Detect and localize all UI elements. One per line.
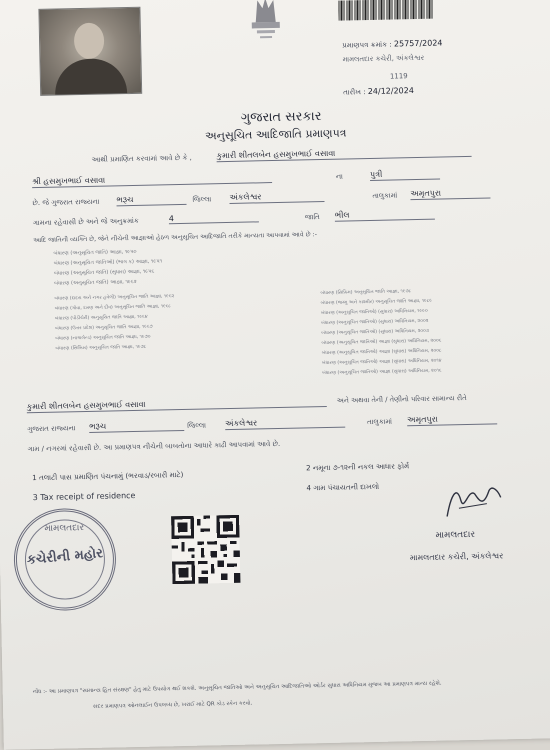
barcode bbox=[338, 0, 433, 21]
district-label: જિલ્લા bbox=[192, 195, 212, 204]
orders-intro-line: બંધારણ (અનુસૂચિત જાતિઓ) (ભાગ ક) આજ્ઞા, ૧૯૫૧ bbox=[53, 258, 163, 267]
order-item: બંધારણ (અનુસૂચિત જાતિઓ) આજ્ઞા (સુધારા) અધિનિયમ, ૨૦૦૮ bbox=[321, 348, 442, 357]
signatory-title: મામલતદાર bbox=[435, 529, 476, 541]
signature-scribble bbox=[438, 477, 509, 523]
residence-taluka-label: તાલુકામાં bbox=[367, 417, 393, 427]
residence-taluka: અંકલેશ્વર bbox=[225, 417, 345, 431]
order-item: બંધારણ (પોંડીચેરી) અનુસૂચિત જાતિ આજ્ઞા, ૧૯૬૪ bbox=[54, 314, 148, 322]
order-item: બંધારણ (દાદરા અને નગર હવેલી) અનુસૂચિત જાતિ આજ્ઞા, ૧૯૬૨ bbox=[54, 294, 175, 302]
taluka-label: તાલુકામાં bbox=[372, 191, 398, 200]
order-item: બંધારણ (સિક્કિમ) અનુસૂચિત જાતિ આજ્ઞા, ૧૯૭૮ bbox=[55, 344, 147, 352]
order-item: બંધારણ (નાગાલેન્ડ) અનુસૂચિત જાતિ આજ્ઞા, ૧૯૭૦ bbox=[55, 334, 151, 342]
intro-text: આથી પ્રમાણિત કરવામાં આવે છે કે , bbox=[91, 153, 192, 164]
taluka-value: અંકલેશ્વર bbox=[229, 191, 324, 204]
orders-intro-line: બંધારણ (અનુસૂચિત જાતિ) આજ્ઞા, ૧૯૬૨ bbox=[54, 278, 137, 287]
residence-district-label: જિલ્લા bbox=[187, 421, 207, 430]
seal-top-text: મામલતદાર bbox=[44, 523, 85, 534]
office-seal bbox=[13, 507, 117, 611]
order-item: બંધારણ (અનુસૂચિત જાતિઓ) (સુધારા) અધિનિયમ, ૨૦૦૩ bbox=[321, 328, 430, 337]
order-item: બંધારણ (અનુસૂચિત જાતિઓ) આજ્ઞા (સુધારા) અધિનિયમ, ૨૦૧૬ bbox=[322, 368, 442, 377]
qr-code bbox=[171, 515, 240, 584]
district-value: ભરૂચ bbox=[116, 194, 186, 206]
document-item: 1 તલાટી પાસ પ્રમાણિત પંચનામું (ભરવાડ/રબારી માટે) bbox=[32, 469, 184, 483]
document-item: 4 ગામ પંચાયતની દાખલો bbox=[306, 481, 380, 493]
cert-no-row bbox=[342, 38, 442, 50]
order-item: બંધારણ (અનુસૂચિત જાતિઓ) (સુધારા) અધિનિયમ, ૨૦૦૨ bbox=[321, 318, 429, 327]
national-emblem-icon bbox=[242, 0, 289, 47]
document-item: 2 નમૂના ૭-૧૨ની નકલ આધાર ફોર્મ bbox=[305, 461, 410, 473]
father-name: શ્રી હસમુખભાઈ વસાવા bbox=[32, 172, 272, 188]
residence-village: અમૃતપુરા bbox=[407, 413, 497, 426]
orders-right-list bbox=[320, 285, 522, 379]
state-label: ગુજરાત રાજ્યના bbox=[27, 424, 76, 434]
village-value: અમૃતપુરા bbox=[410, 187, 490, 200]
applicant-name: કુમારી શીતલબેન હસમુખભાઈ વસાવા bbox=[216, 146, 471, 162]
relation-label: ના bbox=[335, 172, 344, 181]
basis-text: ગામ / નગરમાં રહેવાસી છે. આ પ્રમાણપત્ર નીચેની બાબતોના આધારે કાઢી આપવામાં આવે છે. bbox=[27, 439, 281, 454]
serial-no: 4 bbox=[169, 212, 259, 224]
order-item: બંધારણ (અનુસૂચિત જાતિઓ) આજ્ઞા (સુધારા) અધિનિયમ, ૨૦૦૬ bbox=[321, 338, 442, 347]
signatory-office: મામલતદાર કચેરી, અંકલેશ્વર bbox=[409, 551, 504, 563]
recognized-text: આદિ જાતિની વ્યક્તિ છે, જેને નીચેની આજ્ઞાઓ હેઠળ અનુસૂચિત આદિજાતિ તરીકે માન્યતા આપવામાં આવે છે :- bbox=[33, 231, 318, 245]
village-suffix: ગામના રહેવાસી છે અને જે અનુક્રમાંક bbox=[32, 216, 139, 228]
seal-main-text: કચેરીની મહોર bbox=[26, 546, 104, 568]
order-item: બંધારણ (ગોવા, દમણ અને દીવ) અનુસૂચિત જાતિ આજ્ઞા, ૧૯૬૮ bbox=[54, 304, 171, 312]
government-title: ગુજરાત સરકાર bbox=[240, 109, 322, 126]
order-item: બંધારણ (સિક્કિમ) અનુસૂચિત જાતિ આજ્ઞા, ૧૯૭૮ bbox=[320, 289, 412, 297]
office-line: મામલતદાર કચેરી, અંકલેશ્વર bbox=[342, 53, 425, 64]
serial: 1119 bbox=[389, 72, 408, 81]
cert-no: 25757/2024 bbox=[393, 38, 443, 49]
document-item: 3 Tax receipt of residence bbox=[32, 490, 136, 503]
resident-label: છે. જે ગુજરાત રાજ્યના bbox=[32, 197, 100, 208]
relation: પુત્રી bbox=[370, 169, 440, 181]
tribe-label: જાતિ bbox=[304, 213, 320, 222]
orders-intro-line: બંધારણ (અનુસૂચિત જાતિ) આજ્ઞા, ૧૯૫૦ bbox=[53, 248, 137, 257]
date-label: તારીખ : bbox=[343, 88, 366, 97]
residence-name: કુમારી શીતલબેન હસમુખભાઈ વસાવા bbox=[27, 396, 327, 413]
and-family-text: અને અથવા તેની / તેણીનો પરિવાર સામાન્ય રીતે bbox=[336, 394, 467, 405]
applicant-photo bbox=[38, 7, 142, 96]
orders-intro-line: બંધારણ (અનુસૂચિત જાતિ) (સુધારા) આજ્ઞા, ૧૯૫૬ bbox=[53, 268, 155, 277]
cert-no-label: પ્રમાણપત્ર ક્રમાંક : bbox=[342, 40, 392, 50]
footer-note-1: નોંધ :- આ પ્રમાણપત્ર "સામાન્ય હિત સંરક્ષણ" હેતુ માટે ઉપયોગ થઈ શકશે. અનુસૂચિત જાતિઓ અને અનુસૂચિત આદિજાતિઓ ઓર્ડર સુધારા અધિનિયમ મુજબ આ પ્રમાણપત્ર માન્ય રહેશે. bbox=[32, 680, 442, 696]
order-item: બંધારણ (અનુસૂચિત જાતિઓ) આજ્ઞા (સુધારા) અધિનિયમ, ૨૦૧૪ bbox=[321, 358, 442, 367]
tribe-value: ભીલ bbox=[335, 209, 435, 222]
orders-left-list bbox=[54, 290, 285, 355]
certificate-title: અનુસૂચિત આદિજાતિ પ્રમાણપત્ર bbox=[204, 126, 347, 143]
residence-district: ભરૂચ bbox=[89, 420, 184, 433]
date-row bbox=[343, 86, 414, 97]
order-item: બંધારણ (અનુસૂચિત જાતિઓ) (સુધારા) અધિનિયમ, ૧૯૯૦ bbox=[320, 308, 428, 317]
order-item: બંધારણ (જમ્મુ અને કાશ્મીર) અનુસૂચિત જાતિ આજ્ઞા, ૧૯૮૯ bbox=[320, 298, 433, 307]
footer-note-2: સદર પ્રમાણપત્ર ઓનલાઈન ઉપલબ્ધ છે, ખરાઈ માટે QR કોડ સ્કેન કરવો. bbox=[92, 700, 253, 710]
date-value: 24/12/2024 bbox=[367, 86, 414, 97]
order-item: બંધારણ (ઉત્તર પ્રદેશ) અનુસૂચિત જાતિ આજ્ઞા, ૧૯૬૭ bbox=[55, 324, 153, 332]
